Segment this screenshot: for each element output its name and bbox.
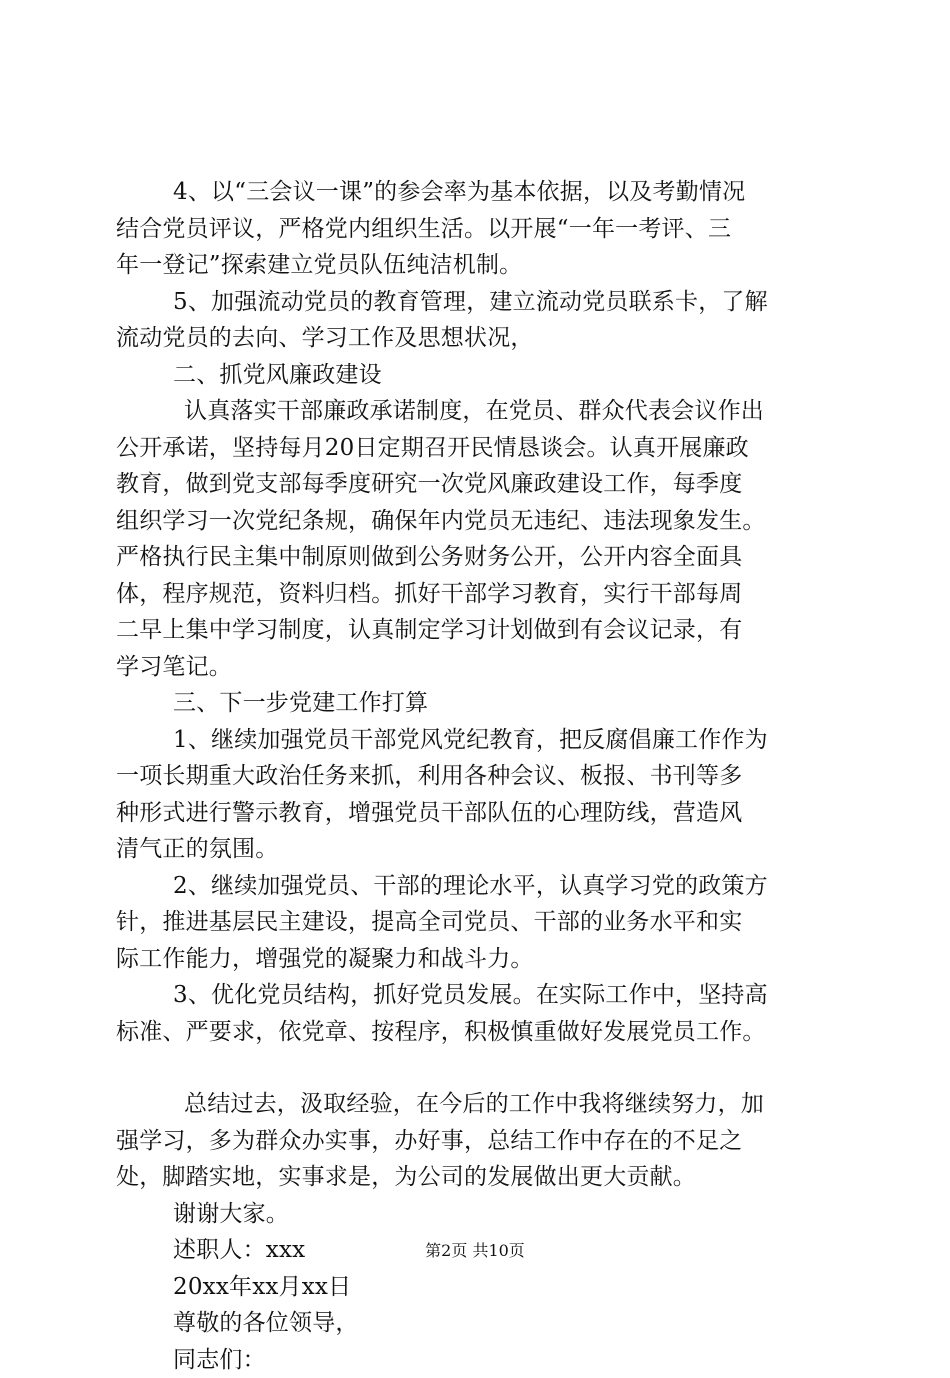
text-line-content: 述职人：xxx xyxy=(173,1232,305,1269)
text-line xyxy=(116,466,852,503)
text-line xyxy=(116,649,852,686)
text-line-content: 处，脚踏实地，实事求是，为公司的发展做出更大贡献。 xyxy=(116,1159,696,1196)
text-line xyxy=(116,211,852,248)
text-line xyxy=(116,685,852,722)
text-line xyxy=(116,612,852,649)
text-line-content: 20xx年xx月xx日 xyxy=(173,1269,351,1306)
text-line xyxy=(116,941,852,978)
text-line xyxy=(116,1196,852,1233)
text-line xyxy=(116,795,852,832)
text-line-content: 认真落实干部廉政承诺制度，在党员、群众代表会议作出 xyxy=(184,393,764,430)
text-line-content: 公开承诺，坚持每月20日定期召开民情恳谈会。认真开展廉政 xyxy=(116,430,749,467)
text-line xyxy=(116,1014,852,1051)
text-line-content: 三、下一步党建工作打算 xyxy=(173,685,428,722)
text-line xyxy=(116,576,852,613)
text-line-content: 谢谢大家。 xyxy=(173,1196,289,1233)
text-line-content: 结合党员评议，严格党内组织生活。以开展“一年一考评、三 xyxy=(116,211,731,248)
text-line-content: 总结过去，汲取经验，在今后的工作中我将继续努力，加 xyxy=(184,1086,764,1123)
text-line xyxy=(116,430,852,467)
document-body xyxy=(116,174,852,1378)
text-line-content: 教育，做到党支部每季度研究一次党风廉政建设工作，每季度 xyxy=(116,466,742,503)
text-line-content: 清气正的氛围。 xyxy=(116,831,278,868)
text-line-content: 学习笔记。 xyxy=(116,649,232,686)
text-line xyxy=(116,320,852,357)
text-line xyxy=(116,1086,852,1123)
text-line xyxy=(116,503,852,540)
text-line-content: 组织学习一次党纪条规，确保年内党员无违纪、违法现象发生。 xyxy=(116,503,766,540)
text-line-content: 强学习，多为群众办实事，办好事，总结工作中存在的不足之 xyxy=(116,1123,742,1160)
text-line-content: 3、优化党员结构，抓好党员发展。在实际工作中，坚持高 xyxy=(173,977,768,1014)
text-line-content: 标准、严要求，依党章、按程序，积极慎重做好发展党员工作。 xyxy=(116,1014,766,1051)
text-line xyxy=(116,284,852,321)
text-line-content: 年一登记”探索建立党员队伍纯洁机制。 xyxy=(116,247,522,284)
text-line xyxy=(116,247,852,284)
text-line-content: 际工作能力，增强党的凝聚力和战斗力。 xyxy=(116,941,534,978)
text-line xyxy=(116,1123,852,1160)
text-line xyxy=(116,1269,852,1306)
text-line-content: 二早上集中学习制度，认真制定学习计划做到有会议记录，有 xyxy=(116,612,742,649)
text-line xyxy=(116,174,852,211)
text-line xyxy=(116,1159,852,1196)
text-line xyxy=(116,722,852,759)
text-line xyxy=(116,868,852,905)
text-line-content: 1、继续加强党员干部党风党纪教育，把反腐倡廉工作作为 xyxy=(173,722,768,759)
text-line xyxy=(116,758,852,795)
text-line xyxy=(116,1342,852,1378)
text-line-content: 尊敬的各位领导， xyxy=(173,1305,359,1342)
text-line-content: 体，程序规范，资料归档。抓好干部学习教育，实行干部每周 xyxy=(116,576,742,613)
text-line xyxy=(116,393,852,430)
text-line xyxy=(116,904,852,941)
text-line-content: 5、加强流动党员的教育管理，建立流动党员联系卡，了解 xyxy=(173,284,768,321)
text-line-content: 严格执行民主集中制原则做到公务财务公开，公开内容全面具 xyxy=(116,539,742,576)
text-line xyxy=(116,1305,852,1342)
text-line-content: 针，推进基层民主建设，提高全司党员、干部的业务水平和实 xyxy=(116,904,742,941)
text-line-content: 流动党员的去向、学习工作及思想状况， xyxy=(116,320,534,357)
text-line-content: 种形式进行警示教育，增强党员干部队伍的心理防线，营造风 xyxy=(116,795,742,832)
text-line xyxy=(116,977,852,1014)
page-footer: 第2页 共10页 xyxy=(0,1238,950,1261)
text-line-content: 2、继续加强党员、干部的理论水平，认真学习党的政策方 xyxy=(173,868,768,905)
text-line-content: 同志们： xyxy=(173,1342,266,1378)
text-line xyxy=(116,357,852,394)
text-line-content: 一项长期重大政治任务来抓，利用各种会议、板报、书刊等多 xyxy=(116,758,742,795)
text-line xyxy=(116,539,852,576)
text-line-content: 二、抓党风廉政建设 xyxy=(173,357,382,394)
text-line xyxy=(116,831,852,868)
text-line-content: 4、以“三会议一课”的参会率为基本依据，以及考勤情况 xyxy=(173,174,745,211)
blank-line xyxy=(116,1050,852,1086)
